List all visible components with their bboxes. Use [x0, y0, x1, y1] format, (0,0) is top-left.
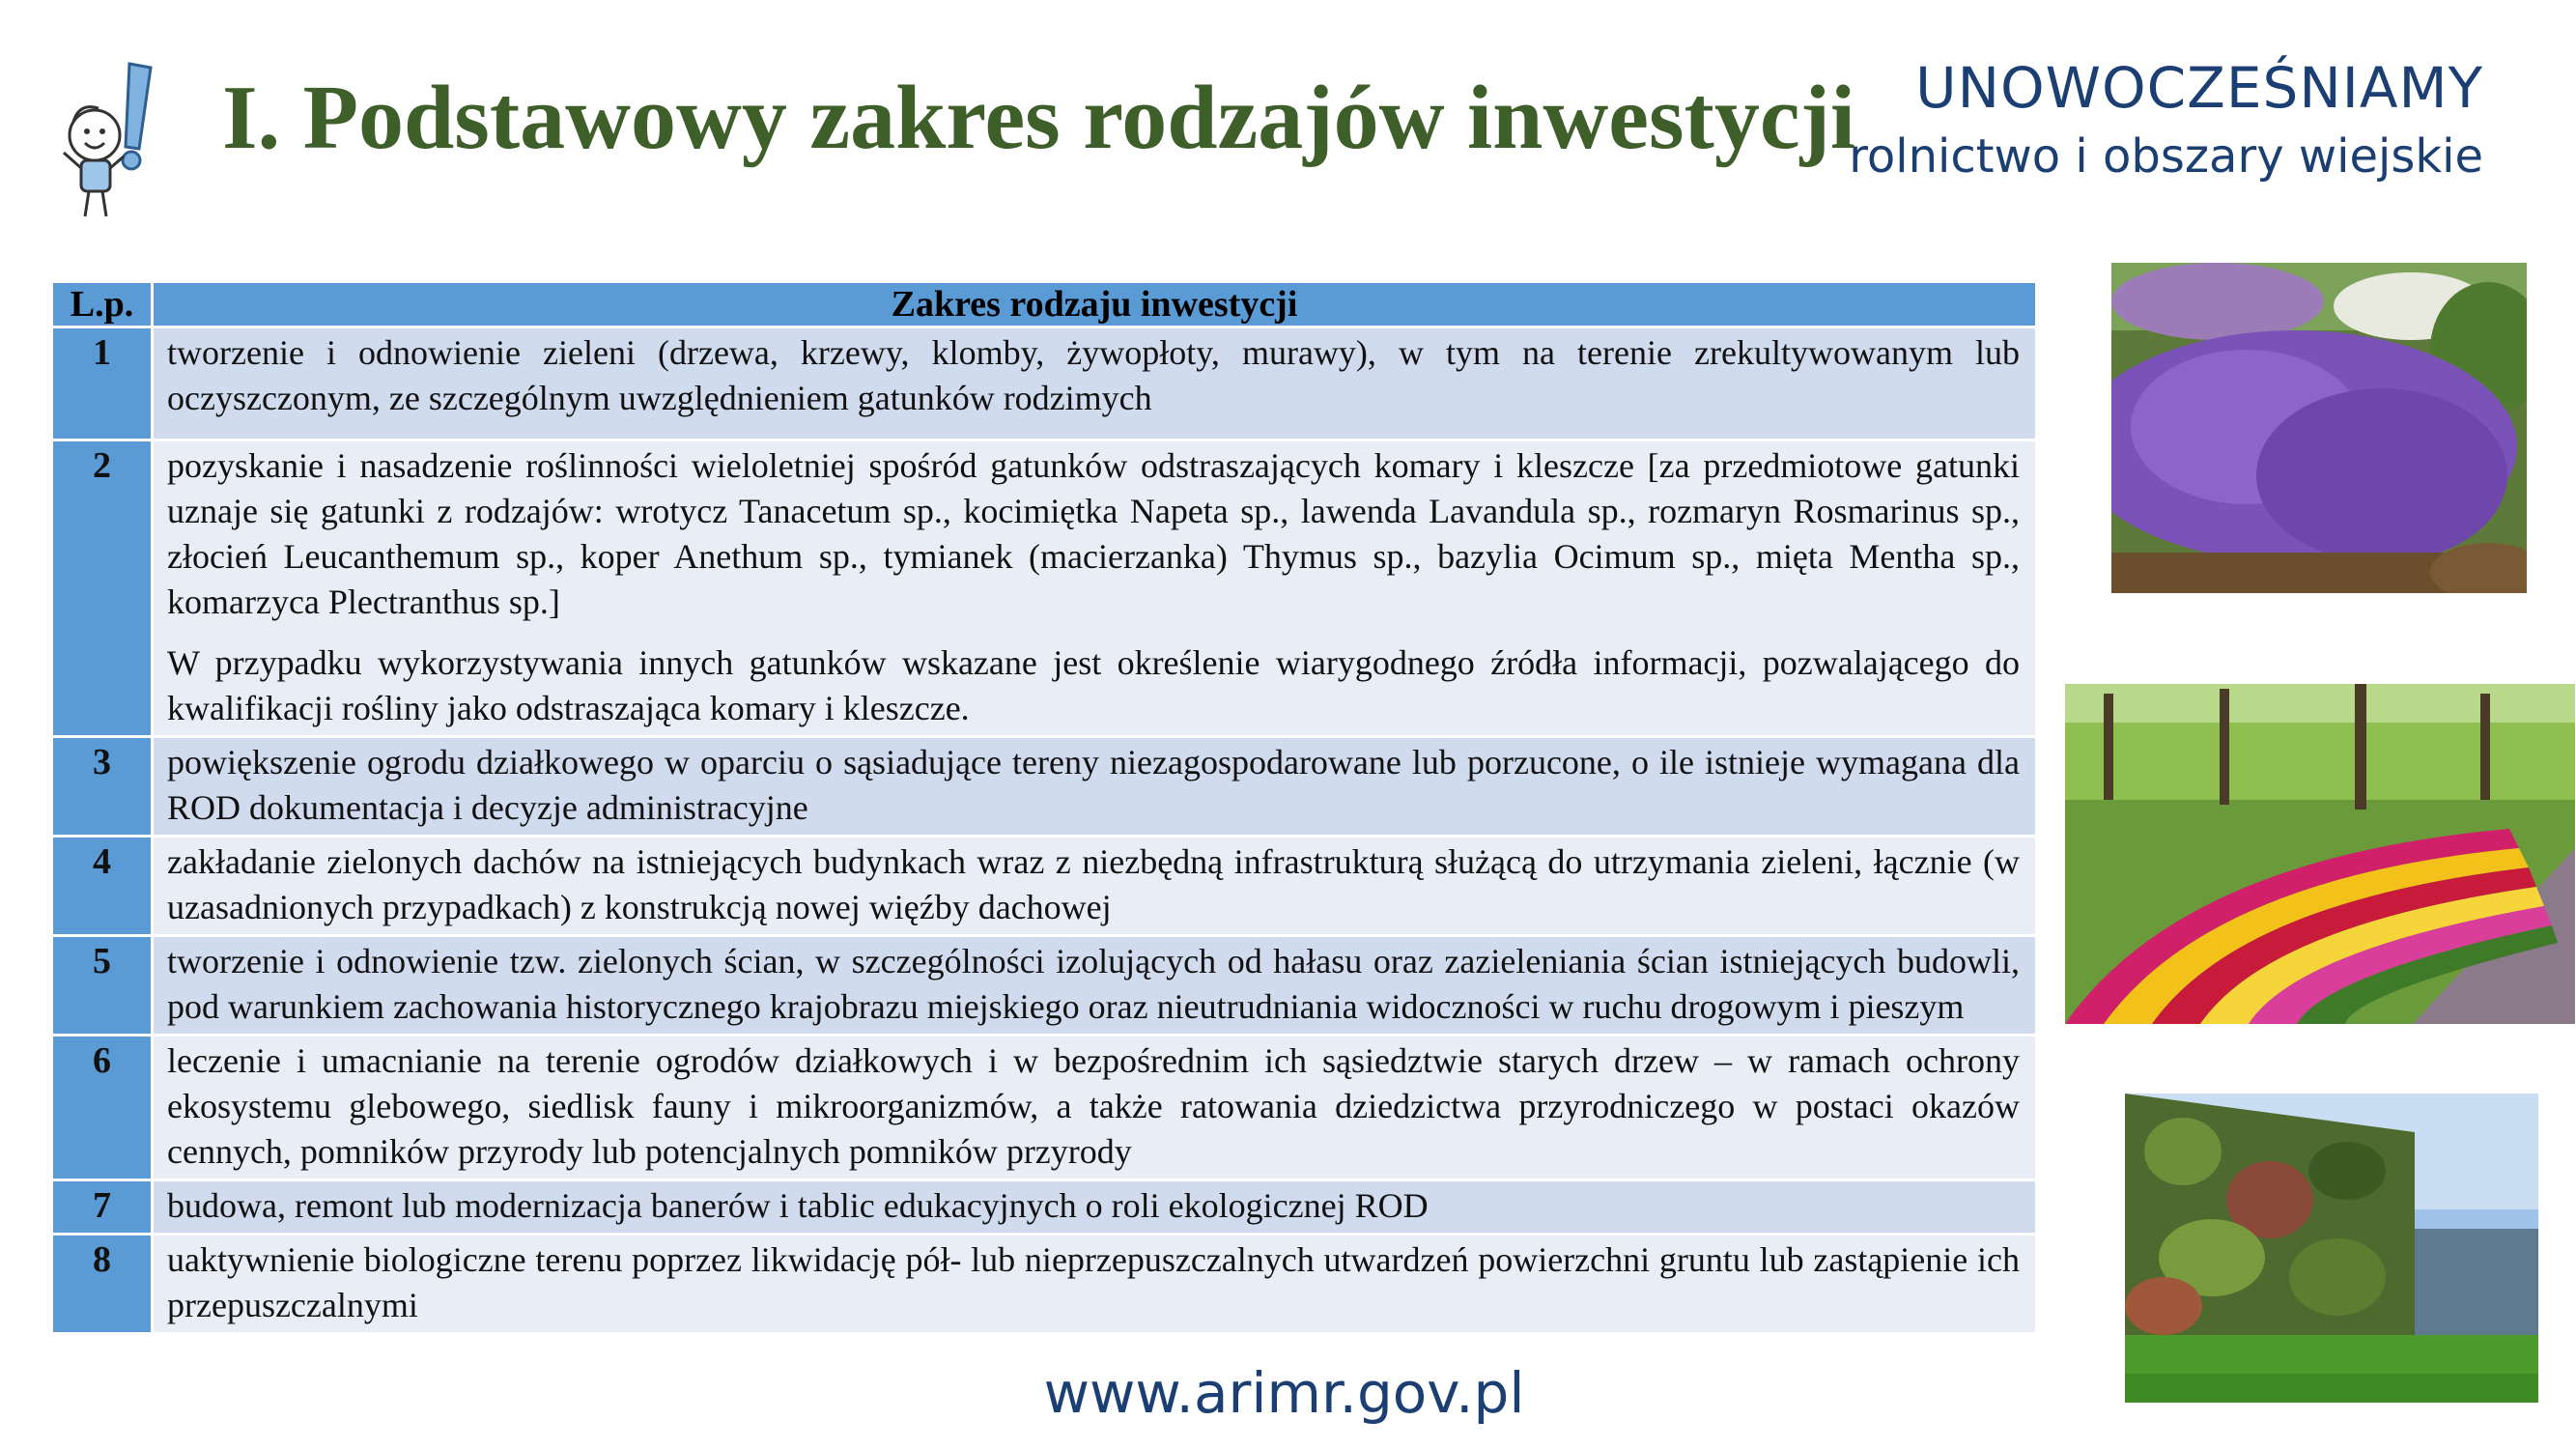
row-number: 6: [52, 1036, 153, 1180]
row-description: tworzenie i odnowienie tzw. zielonych ścian, w szczególności izolujących od hałasu oraz zazieleniania ścian istniejących budowli, pod warunkiem zachowania historycznego krajobrazu miejskiego oraz nieutrudniania widoczności w ruchu drogowym i pieszym: [153, 936, 2037, 1036]
row-description: pozyskanie i nasadzenie roślinności wieloletniej spośród gatunków odstraszających komary i kleszcze [za przedmiotowe gatunki uznaje się gatunki z rodzajów: wrotycz Tanacetum sp., kocimiętka Napeta sp., lawenda Lavandula sp., rozmaryn Rosmarinus sp., złocień Leucanthemum sp., koper Anethum sp., tymianek (macierzanka) Thymus sp., bazylia Ocimum sp., mięta Mentha sp., komarzyca Plectranthus sp.] W przypadku wykorzystywania innych gatunków wskazane jest określenie wiarygodnego źródła informacji, pozwalającego do kwalifikacji rośliny jako odstraszająca komary i kleszcze.: [153, 440, 2037, 737]
brand-line-1: UNOWOCZEŚNIAMY: [1915, 55, 2483, 121]
investment-table: [50, 280, 2038, 1335]
photo-lavender-garden: [2111, 263, 2527, 593]
table-header-row: [52, 282, 2037, 327]
table-row: [52, 737, 2037, 837]
row-number: 7: [52, 1180, 153, 1235]
row-number: 4: [52, 837, 153, 936]
table-row: [52, 440, 2037, 737]
photo-tulip-garden: [2065, 684, 2575, 1024]
footer-website-link[interactable]: www.arimr.gov.pl: [1043, 1360, 1525, 1426]
row-description: budowa, remont lub modernizacja banerów i tablic edukacyjnych o roli ekologicznej ROD: [153, 1180, 2037, 1235]
mascot-exclamation-icon: [50, 60, 156, 224]
header-scope: Zakres rodzaju inwestycji: [153, 282, 2037, 327]
row-description: powiększenie ogrodu działkowego w oparciu o sąsiadujące tereny niezagospodarowane lub porzucone, o ile istnieje wymagana dla ROD dokumentacja i decyzje administracyjne: [153, 737, 2037, 837]
table-row: [52, 1036, 2037, 1180]
table-row: [52, 1180, 2037, 1235]
row-description: uaktywnienie biologiczne terenu poprzez likwidację pół- lub nieprzepuszczalnych utwardzeń powierzchni gruntu lub zastąpienie ich przepuszczalnymi: [153, 1235, 2037, 1334]
table-row: [52, 837, 2037, 936]
row-description: zakładanie zielonych dachów na istniejących budynkach wraz z niezbędną infrastrukturą służącą do utrzymania zieleni, łącznie (w uzasadnionych przypadkach) z konstrukcją nowej więźby dachowej: [153, 837, 2037, 936]
table-row: [52, 327, 2037, 440]
slide-title: I. Podstawowy zakres rodzajów inwestycji: [222, 68, 1855, 168]
row-number: 1: [52, 327, 153, 440]
photo-green-wall: [2125, 1094, 2538, 1403]
row-description: leczenie i umacnianie na terenie ogrodów działkowych i w bezpośrednim ich sąsiedztwie starych drzew – w ramach ochrony ekosystemu glebowego, siedlisk fauny i mikroorganizmów, a także ratowania dziedzictwa przyrodniczego w postaci okazów cennych, pomników przyrody lub potencjalnych pomników przyrody: [153, 1036, 2037, 1180]
table-row: [52, 936, 2037, 1036]
row-description: tworzenie i odnowienie zieleni (drzewa, krzewy, klomby, żywopłoty, murawy), w tym na terenie zrekultywowanym lub oczyszczonym, ze szczególnym uwzględnieniem gatunków rodzimych: [153, 327, 2037, 440]
row-number: 5: [52, 936, 153, 1036]
row-number: 8: [52, 1235, 153, 1334]
header-lp: L.p.: [52, 282, 153, 327]
row-number: 3: [52, 737, 153, 837]
brand-logo: [1849, 50, 2483, 187]
row-number: 2: [52, 440, 153, 737]
brand-line-2: rolnictwo i obszary wiejskie: [1849, 129, 2483, 184]
table-row: [52, 1235, 2037, 1334]
